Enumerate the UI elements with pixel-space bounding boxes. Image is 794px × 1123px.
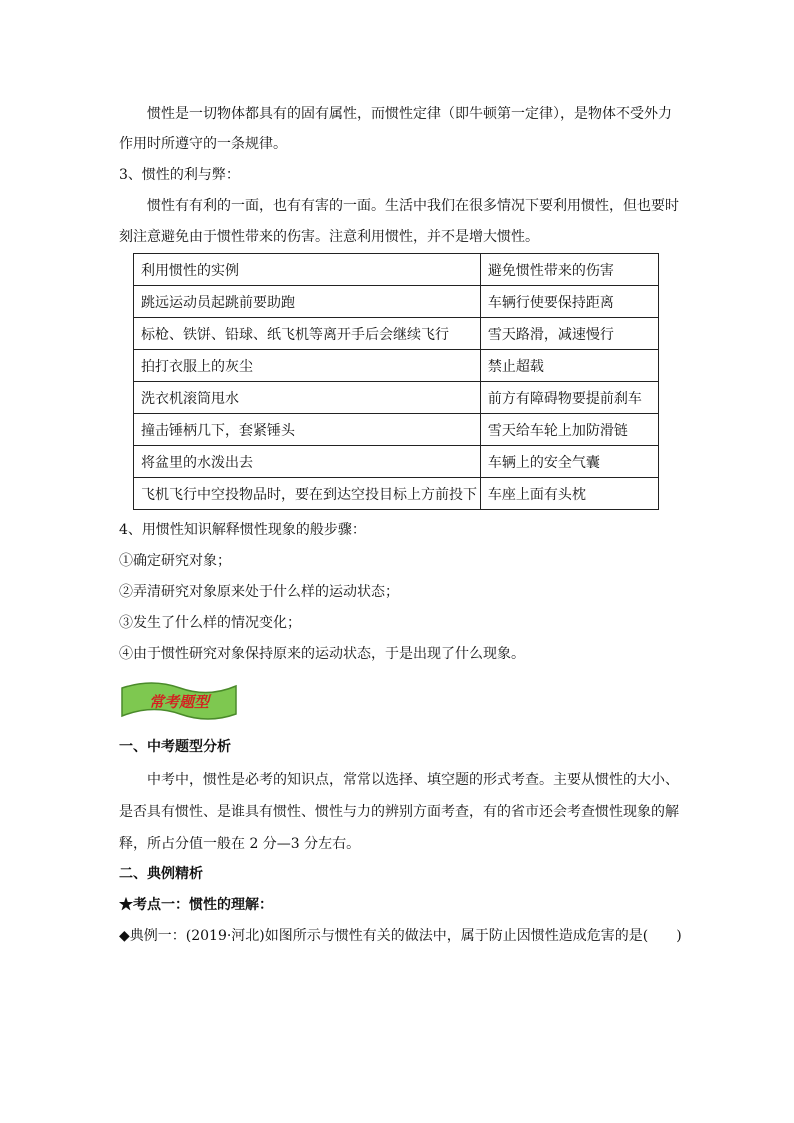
table-row bbox=[134, 318, 659, 350]
avoid-inertia-harm-cell: 禁止超载 bbox=[480, 350, 658, 382]
heading-pros-cons: 3、惯性的利与弊： bbox=[119, 167, 240, 183]
banner-ribbon-icon bbox=[118, 680, 240, 722]
avoid-inertia-harm-cell: 车座上面有头枕 bbox=[480, 478, 658, 510]
table-row bbox=[134, 446, 659, 478]
table-header-cell: 利用惯性的实例 bbox=[134, 254, 481, 286]
table-header-cell: 避免惯性带来的伤害 bbox=[480, 254, 658, 286]
use-inertia-example-cell: 飞机飞行中空投物品时，要在到达空投目标上方前投下 bbox=[134, 478, 481, 510]
paragraph-inertia-definition-line1: 惯性是一切物体都具有的固有属性，而惯性定律（即牛顿第一定律），是物体不受外力 bbox=[147, 106, 672, 122]
step-item: ①确定研究对象； bbox=[119, 553, 231, 569]
table-row bbox=[134, 350, 659, 382]
exam-analysis-line1: 中考中，惯性是必考的知识点，常常以选择、填空题的形式考查。主要从惯性的大小、 bbox=[147, 772, 679, 788]
example-question-1: ◆典例一：(2019·河北)如图所示与惯性有关的做法中，属于防止因惯性造成危害的是( ) bbox=[119, 928, 682, 944]
banner-label: 常考题型 bbox=[148, 693, 210, 711]
step-item: ②弄清研究对象原来处于什么样的运动状态； bbox=[119, 584, 399, 600]
table-row bbox=[134, 286, 659, 318]
exam-analysis-line3: 释，所占分值一般在 2 分—3 分左右。 bbox=[119, 836, 361, 852]
avoid-inertia-harm-cell: 车辆上的安全气囊 bbox=[480, 446, 658, 478]
paragraph-inertia-definition-line2: 作用时所遵守的一条规律。 bbox=[119, 136, 287, 152]
use-inertia-example-cell: 撞击锤柄几下，套紧锤头 bbox=[134, 414, 481, 446]
use-inertia-example-cell: 标枪、铁饼、铅球、纸飞机等离开手后会继续飞行 bbox=[134, 318, 481, 350]
section-examples-title: 二、典例精析 bbox=[119, 866, 203, 882]
step-item: ④由于惯性研究对象保持原来的运动状态，于是出现了什么现象。 bbox=[119, 646, 525, 662]
use-inertia-example-cell: 将盆里的水泼出去 bbox=[134, 446, 481, 478]
common-question-types-banner bbox=[118, 680, 240, 722]
use-inertia-example-cell: 洗衣机滚筒甩水 bbox=[134, 382, 481, 414]
paragraph-pros-cons-line1: 惯性有有利的一面，也有有害的一面。生活中我们在很多情况下要利用惯性，但也要时 bbox=[147, 198, 679, 214]
avoid-inertia-harm-cell: 前方有障碍物要提前刹车 bbox=[480, 382, 658, 414]
avoid-inertia-harm-cell: 车辆行使要保持距离 bbox=[480, 286, 658, 318]
paragraph-pros-cons-line2: 刻注意避免由于惯性带来的伤害。注意利用惯性，并不是增大惯性。 bbox=[119, 229, 539, 245]
avoid-inertia-harm-cell: 雪天路滑，减速慢行 bbox=[480, 318, 658, 350]
step-item: ③发生了什么样的情况变化； bbox=[119, 615, 301, 631]
table-row bbox=[134, 478, 659, 510]
table-header-row bbox=[134, 254, 659, 286]
table-row bbox=[134, 414, 659, 446]
table-row bbox=[134, 382, 659, 414]
avoid-inertia-harm-cell: 雪天给车轮上加防滑链 bbox=[480, 414, 658, 446]
inertia-examples-table bbox=[133, 253, 659, 510]
heading-explain-steps: 4、用惯性知识解释惯性现象的般步骤： bbox=[119, 522, 366, 538]
use-inertia-example-cell: 拍打衣服上的灰尘 bbox=[134, 350, 481, 382]
section-exam-analysis-title: 一、中考题型分析 bbox=[119, 739, 231, 755]
use-inertia-example-cell: 跳远运动员起跳前要助跑 bbox=[134, 286, 481, 318]
kaodian-heading: ★考点一：惯性的理解： bbox=[119, 897, 273, 913]
exam-analysis-line2: 是否具有惯性、是谁具有惯性、惯性与力的辨别方面考查，有的省市还会考查惯性现象的解 bbox=[119, 804, 679, 820]
